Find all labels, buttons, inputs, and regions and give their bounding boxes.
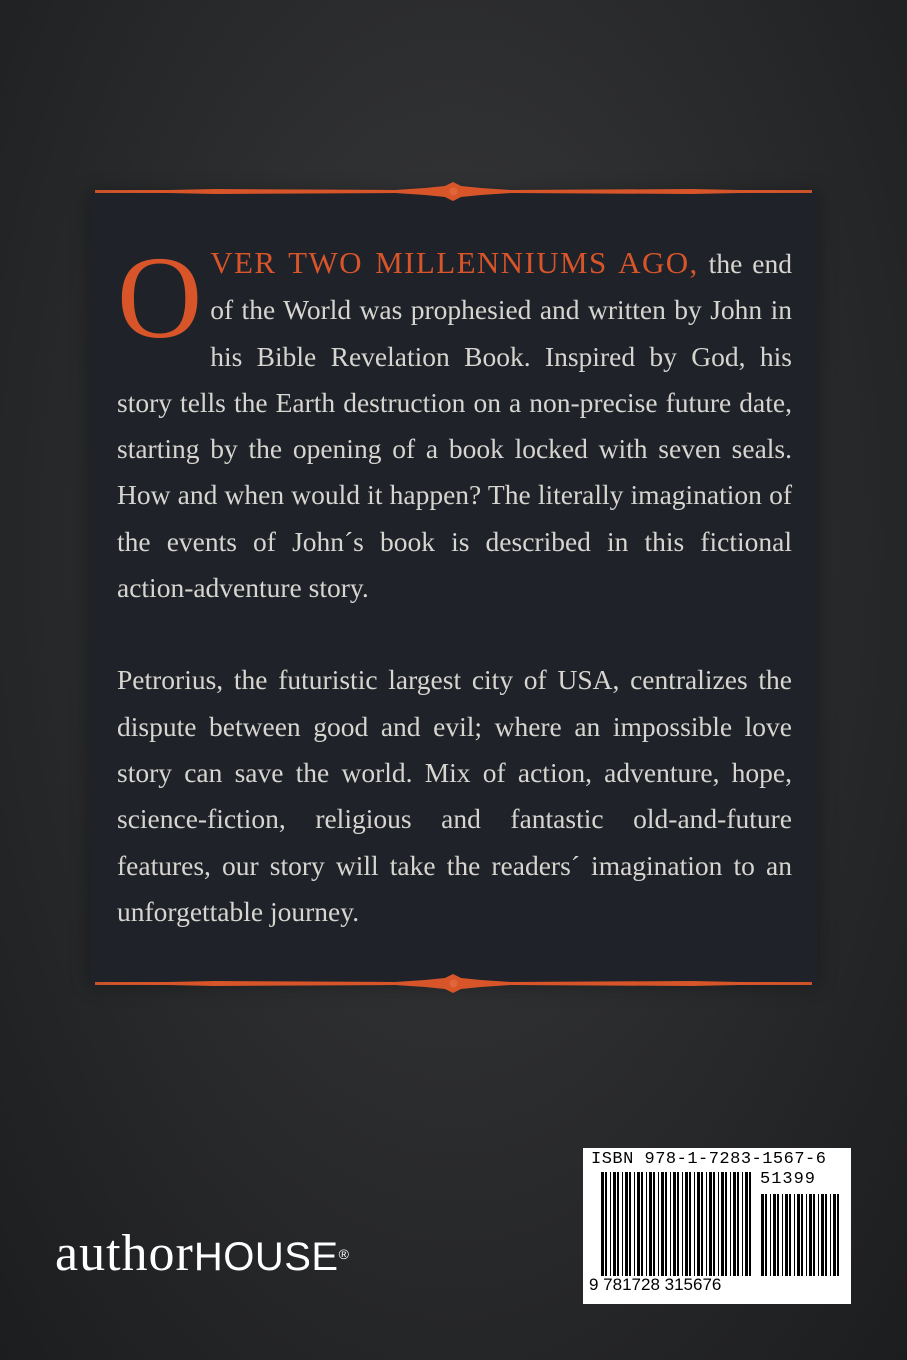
blurb-paragraph-1-rest: the end of the World was prophesied and written by John in his Bible Revelation Book. Inspired by God, his story tells the Earth destruction on a non-precise future date, starting by the opening of a book locked with seven seals. How and when would it happen? The literally imagination of the events of John´s book is described in this fictional action-adventure story.: [117, 248, 792, 604]
price-code: 51399: [760, 1170, 817, 1189]
publisher-logo: [55, 1224, 350, 1287]
blurb-paragraph-1: [117, 232, 792, 611]
drop-cap: O: [117, 232, 203, 363]
ornament-rule-top: [95, 180, 812, 204]
publisher-name-author: author: [55, 1225, 194, 1282]
publisher-name-house: HOUSE: [193, 1235, 339, 1279]
blurb-text: [117, 232, 792, 935]
blurb-lead: VER TWO MILLENNIUMS AGO,: [210, 245, 699, 280]
barcode-human-readable: 9 781728 315676: [589, 1275, 722, 1294]
registered-mark: ®: [338, 1246, 350, 1262]
ornament-rule-bottom: [95, 972, 812, 996]
isbn-label: ISBN 978-1-7283-1567-6: [591, 1150, 827, 1169]
isbn-barcode: [583, 1148, 851, 1304]
blurb-paragraph-2: Petrorius, the futuristic largest city of USA, centralizes the dispute between good and evil; where an impossible love story can save the world. Mix of action, adventure, hope, science-fiction, religious and fantastic old-and-future features, our story will take the readers´ imagination to an unforgettable journey.: [117, 664, 792, 927]
barcode-bars: [601, 1172, 841, 1276]
